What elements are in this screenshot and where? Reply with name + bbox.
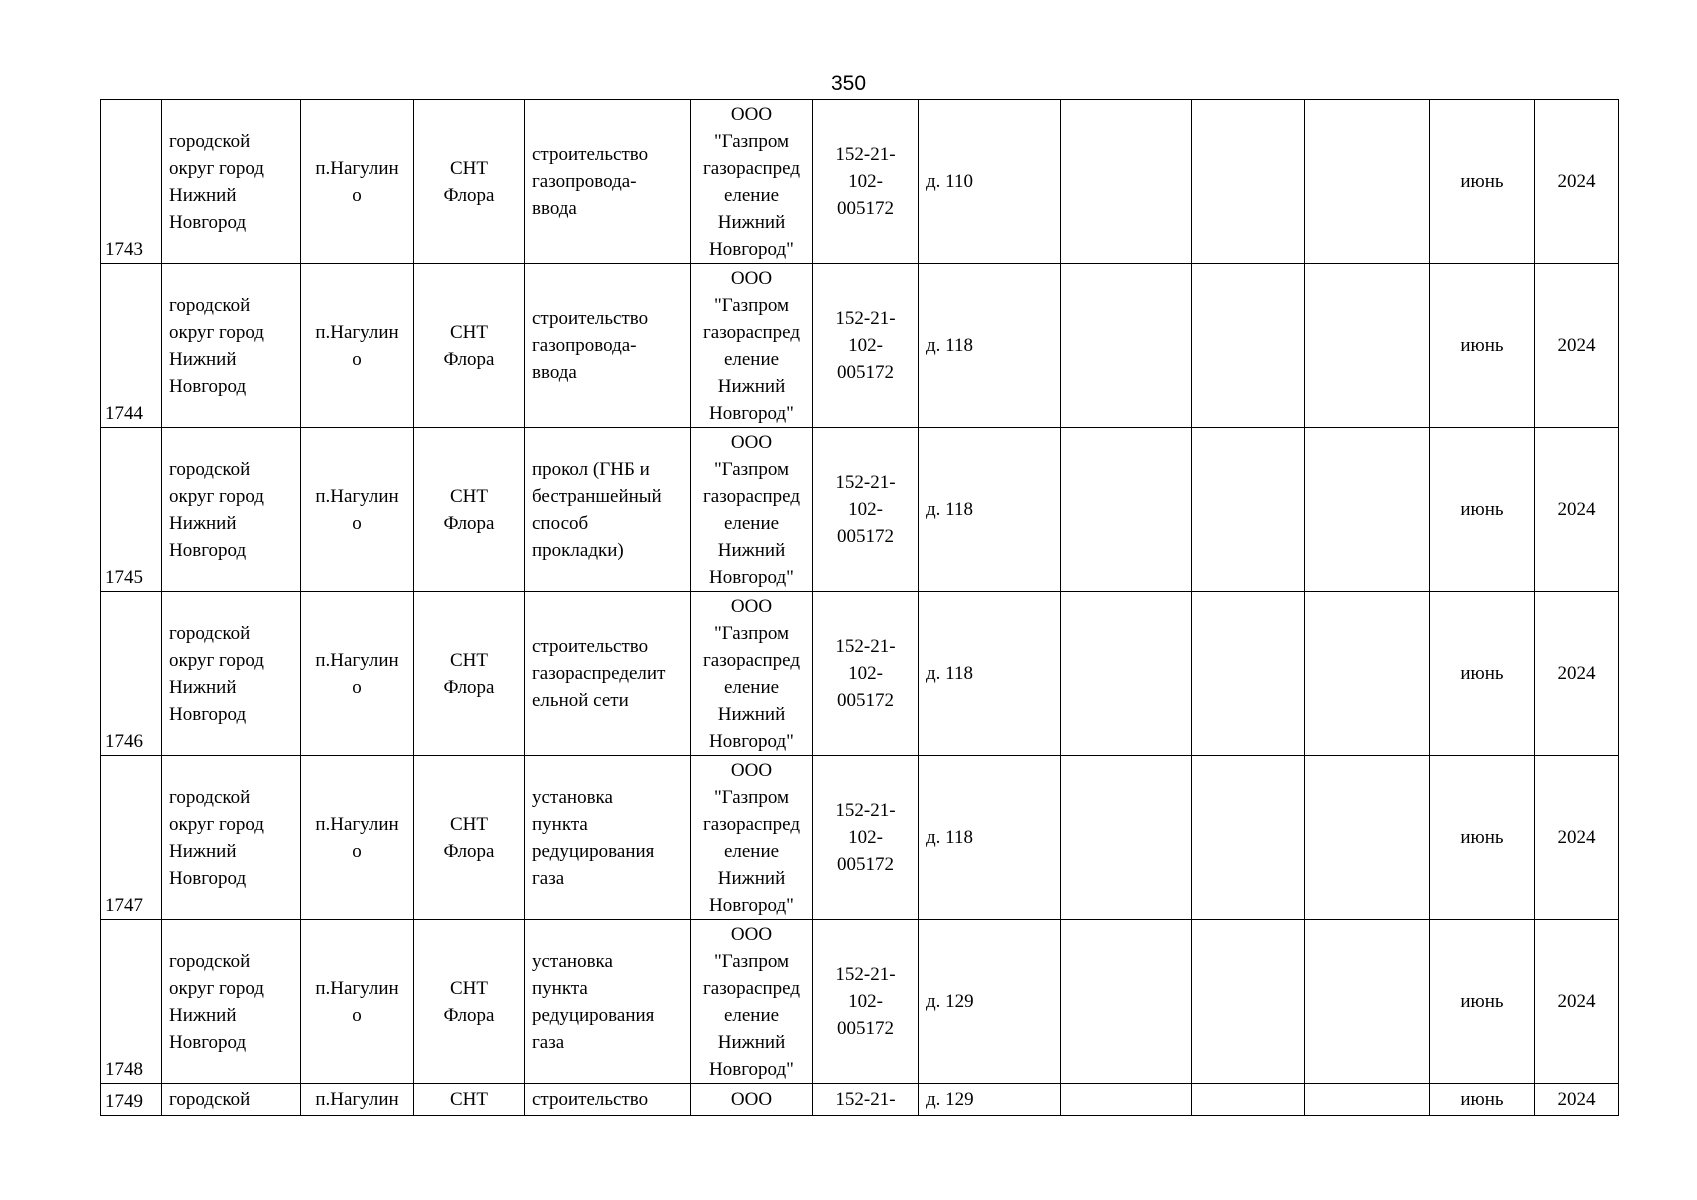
object-cell: СНТ Флора [414,428,525,592]
empty-cell [1192,920,1305,1084]
table-row [101,428,1619,592]
code-cell: 152-21- 102- 005172 [813,264,919,428]
locality-cell: п.Нагулин о [301,100,414,264]
table-row [101,756,1619,920]
code-cell: 152-21- 102- 005172 [813,592,919,756]
empty-cell [1192,592,1305,756]
empty-cell [1305,756,1430,920]
row-number: 1745 [101,428,162,592]
municipality-cell: городской округ город Нижний Новгород [162,428,301,592]
object-cell: СНТ [414,1084,525,1116]
month-cell: июнь [1430,100,1535,264]
organization-cell: ООО "Газпром газораспред еление Нижний Новгород" [691,100,813,264]
empty-cell [1192,264,1305,428]
organization-cell: ООО "Газпром газораспред еление Нижний Новгород" [691,264,813,428]
year-cell: 2024 [1535,756,1619,920]
code-cell: 152-21- [813,1084,919,1116]
empty-cell [1061,100,1192,264]
municipality-cell: городской округ город Нижний Новгород [162,920,301,1084]
municipality-cell: городской округ город Нижний Новгород [162,756,301,920]
locality-cell: п.Нагулин о [301,920,414,1084]
work-type-cell: установка пункта редуцирования газа [525,920,691,1084]
organization-cell: ООО "Газпром газораспред еление Нижний Новгород" [691,592,813,756]
empty-cell [1192,756,1305,920]
month-cell: июнь [1430,592,1535,756]
row-number: 1743 [101,100,162,264]
row-number: 1746 [101,592,162,756]
month-cell: июнь [1430,264,1535,428]
organization-cell: ООО "Газпром газораспред еление Нижний Новгород" [691,920,813,1084]
year-cell: 2024 [1535,428,1619,592]
address-cell: д. 118 [919,264,1061,428]
code-cell: 152-21- 102- 005172 [813,756,919,920]
row-number: 1747 [101,756,162,920]
object-cell: СНТ Флора [414,756,525,920]
empty-cell [1305,264,1430,428]
empty-cell [1192,428,1305,592]
address-cell: д. 129 [919,1084,1061,1116]
row-number: 1744 [101,264,162,428]
month-cell: июнь [1430,1084,1535,1116]
year-cell: 2024 [1535,592,1619,756]
code-cell: 152-21- 102- 005172 [813,100,919,264]
year-cell: 2024 [1535,264,1619,428]
empty-cell [1305,592,1430,756]
locality-cell: п.Нагулин о [301,756,414,920]
empty-cell [1305,428,1430,592]
month-cell: июнь [1430,756,1535,920]
month-cell: июнь [1430,920,1535,1084]
address-cell: д. 110 [919,100,1061,264]
row-number: 1749 [101,1084,162,1116]
object-cell: СНТ Флора [414,920,525,1084]
work-type-cell: строительство газопровода- ввода [525,264,691,428]
address-cell: д. 118 [919,428,1061,592]
empty-cell [1061,428,1192,592]
work-type-cell: прокол (ГНБ и бестраншейный способ прокладки) [525,428,691,592]
code-cell: 152-21- 102- 005172 [813,428,919,592]
table-row [101,264,1619,428]
locality-cell: п.Нагулин о [301,264,414,428]
empty-cell [1305,1084,1430,1116]
empty-cell [1061,592,1192,756]
locality-cell: п.Нагулин [301,1084,414,1116]
organization-cell: ООО "Газпром газораспред еление Нижний Новгород" [691,428,813,592]
registry-table [100,99,1619,1116]
empty-cell [1061,1084,1192,1116]
object-cell: СНТ Флора [414,264,525,428]
locality-cell: п.Нагулин о [301,592,414,756]
empty-cell [1305,100,1430,264]
table-row [101,1084,1619,1116]
municipality-cell: городской [162,1084,301,1116]
empty-cell [1061,756,1192,920]
empty-cell [1192,1084,1305,1116]
address-cell: д. 118 [919,592,1061,756]
empty-cell [1061,264,1192,428]
table-row [101,592,1619,756]
address-cell: д. 129 [919,920,1061,1084]
locality-cell: п.Нагулин о [301,428,414,592]
work-type-cell: строительство газораспределит ельной сети [525,592,691,756]
table-row [101,100,1619,264]
row-number: 1748 [101,920,162,1084]
year-cell: 2024 [1535,100,1619,264]
object-cell: СНТ Флора [414,100,525,264]
empty-cell [1192,100,1305,264]
municipality-cell: городской округ город Нижний Новгород [162,100,301,264]
year-cell: 2024 [1535,1084,1619,1116]
organization-cell: ООО [691,1084,813,1116]
page-number: 350 [830,72,867,95]
address-cell: д. 118 [919,756,1061,920]
year-cell: 2024 [1535,920,1619,1084]
code-cell: 152-21- 102- 005172 [813,920,919,1084]
work-type-cell: установка пункта редуцирования газа [525,756,691,920]
month-cell: июнь [1430,428,1535,592]
empty-cell [1305,920,1430,1084]
empty-cell [1061,920,1192,1084]
organization-cell: ООО "Газпром газораспред еление Нижний Новгород" [691,756,813,920]
municipality-cell: городской округ город Нижний Новгород [162,592,301,756]
municipality-cell: городской округ город Нижний Новгород [162,264,301,428]
work-type-cell: строительство [525,1084,691,1116]
work-type-cell: строительство газопровода- ввода [525,100,691,264]
table-row [101,920,1619,1084]
object-cell: СНТ Флора [414,592,525,756]
